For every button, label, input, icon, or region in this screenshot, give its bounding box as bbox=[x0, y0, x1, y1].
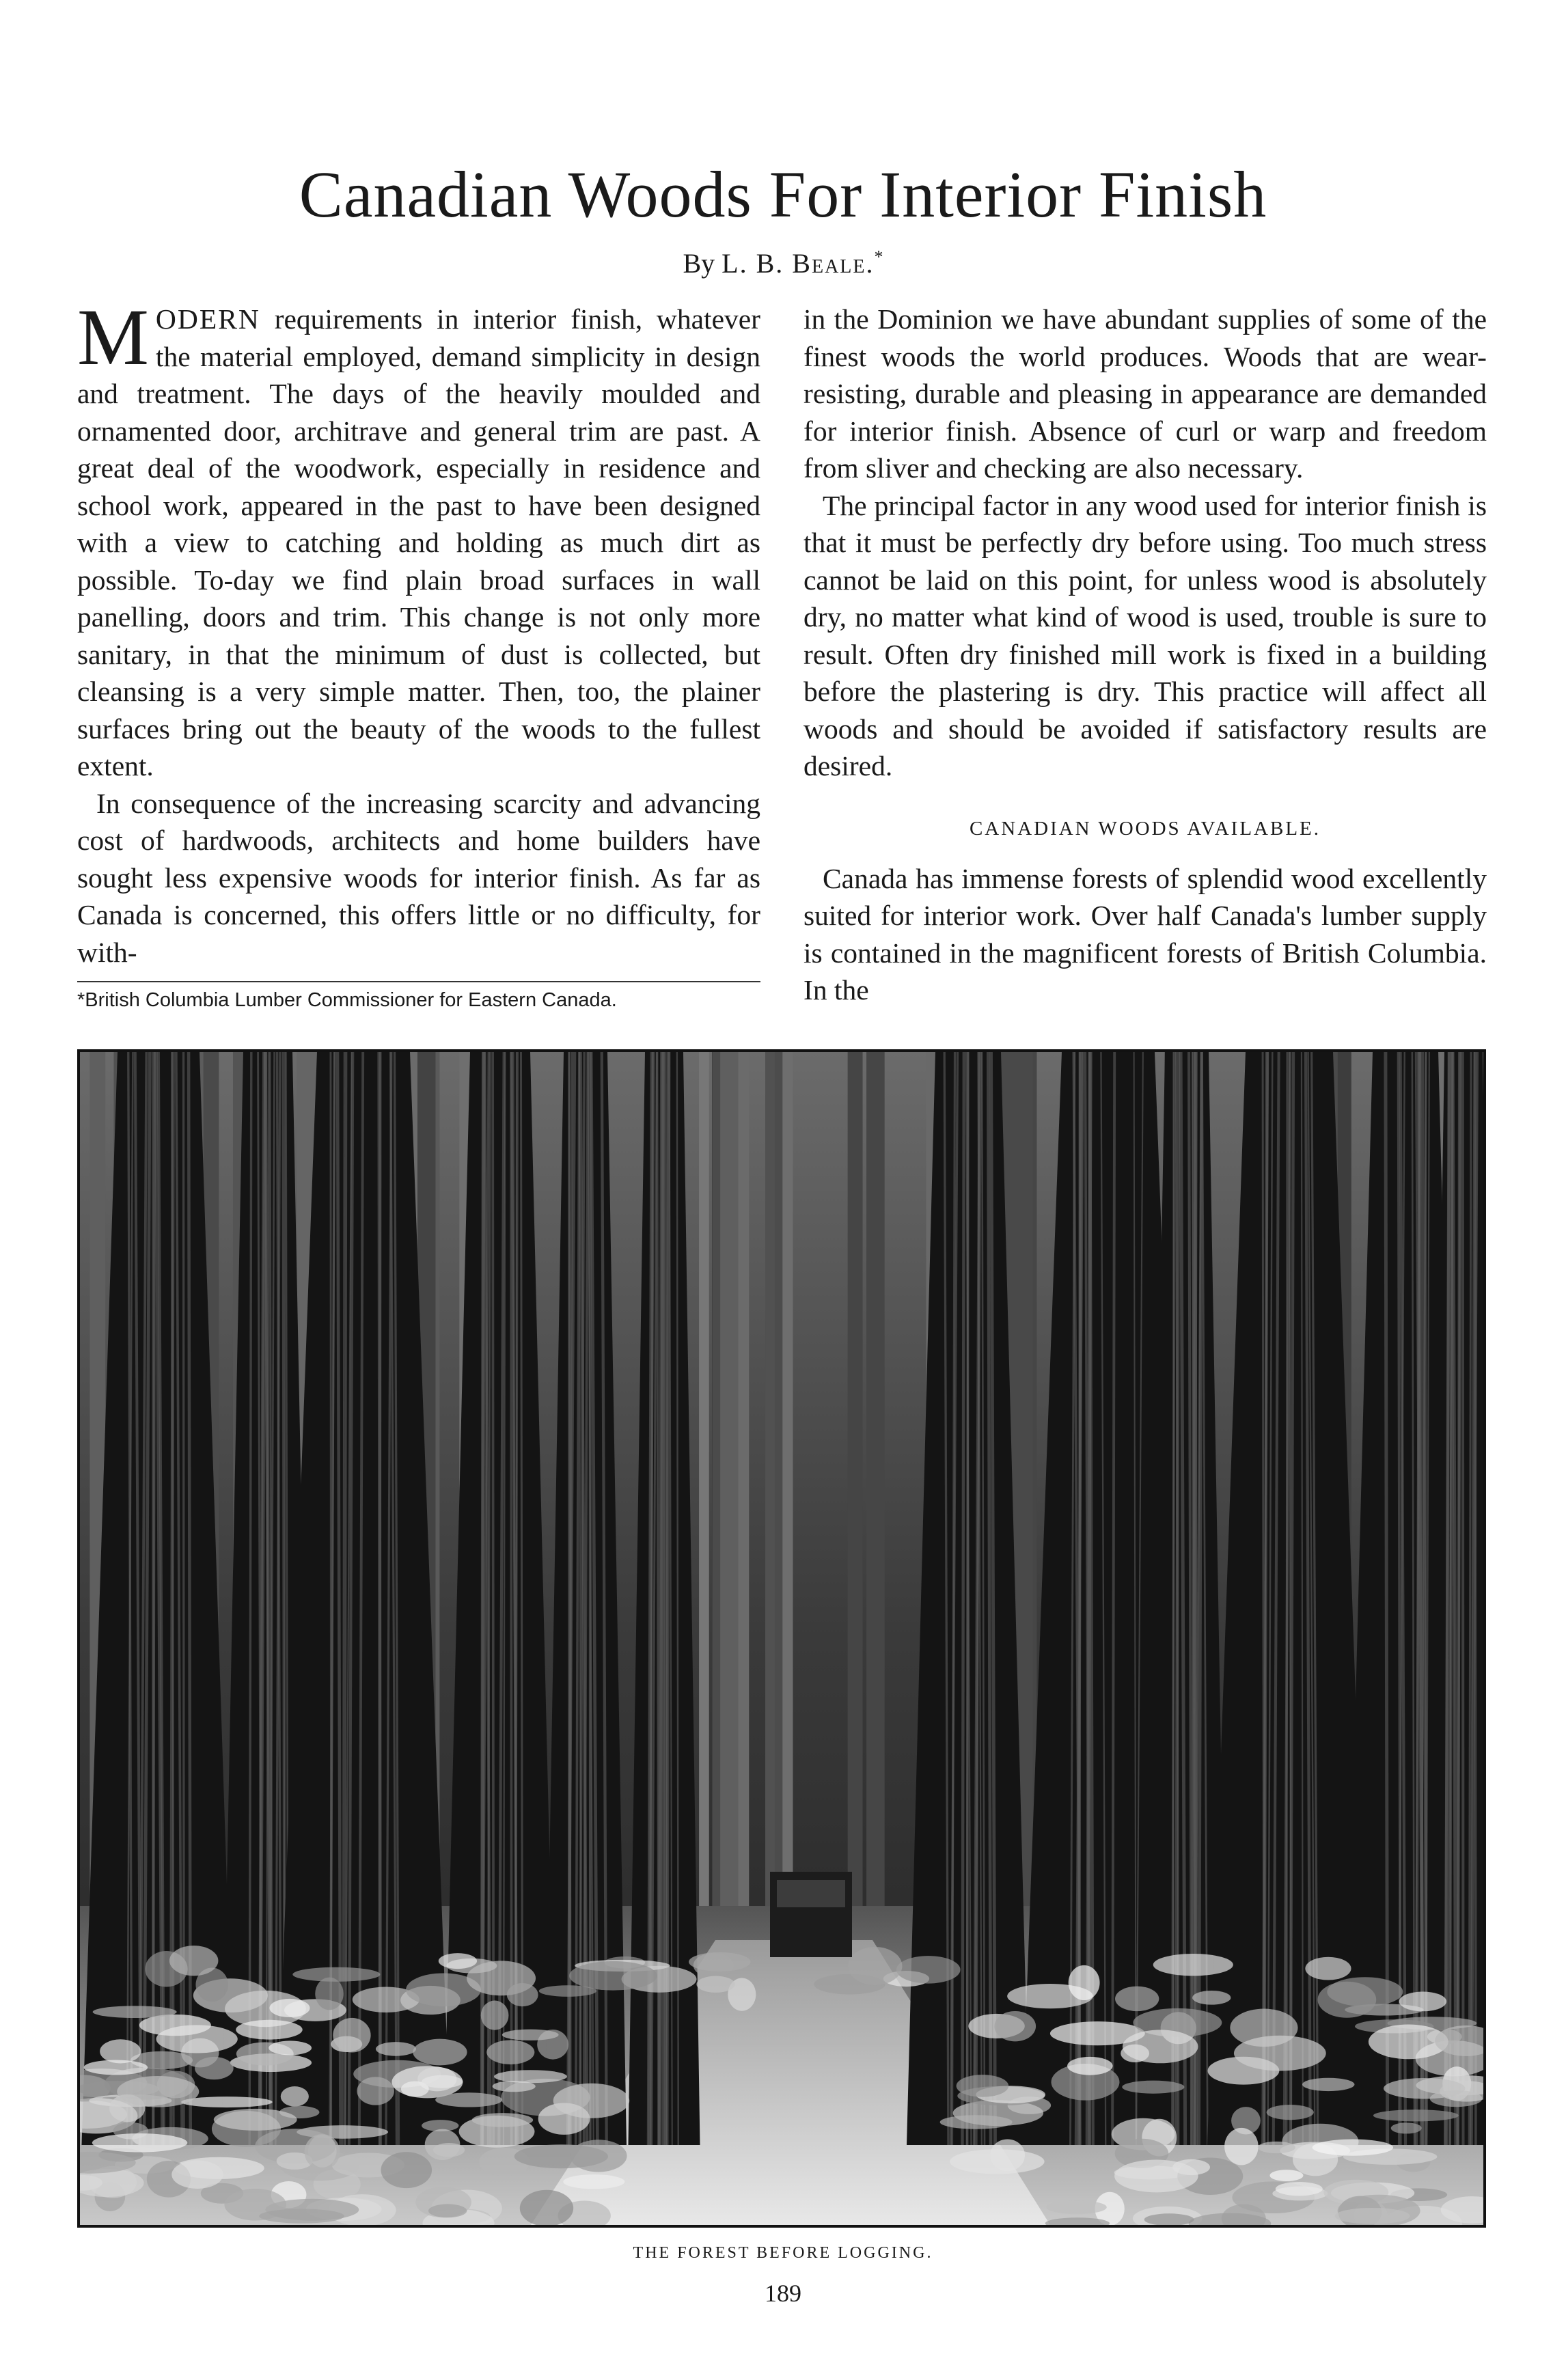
photo-caption: THE FOREST BEFORE LOGGING. bbox=[633, 2244, 933, 2262]
byline-author: L. B. Beale. bbox=[722, 248, 875, 279]
footnote: *British Columbia Lumber Commissioner for Eastern Canada. bbox=[77, 989, 617, 1011]
fern-undergrowth bbox=[1305, 1957, 1351, 1980]
fern-undergrowth bbox=[950, 2149, 1044, 2174]
section-subheading: CANADIAN WOODS AVAILABLE. bbox=[969, 817, 1321, 840]
background-tree-trunk bbox=[738, 1052, 749, 1954]
background-tree-trunk bbox=[765, 1052, 775, 1954]
fern-undergrowth bbox=[502, 2030, 559, 2040]
bark-texture-line bbox=[379, 1052, 381, 2145]
fern-undergrowth bbox=[305, 2134, 340, 2170]
paragraph-2-start bbox=[77, 785, 760, 971]
fern-undergrowth bbox=[848, 1947, 902, 1985]
fern-undergrowth bbox=[435, 2092, 502, 2107]
fern-undergrowth bbox=[494, 2070, 567, 2083]
fern-undergrowth bbox=[1269, 2170, 1303, 2181]
fern-undergrowth bbox=[1258, 2142, 1295, 2153]
fern-undergrowth bbox=[994, 2011, 1036, 2041]
bark-texture-line bbox=[1263, 1052, 1264, 2145]
fern-undergrowth bbox=[1391, 2122, 1422, 2133]
fern-undergrowth bbox=[563, 2174, 624, 2189]
fern-undergrowth bbox=[1069, 1965, 1100, 2000]
fern-undergrowth bbox=[1122, 2081, 1184, 2094]
bark-texture-line bbox=[962, 1052, 963, 2145]
fern-undergrowth bbox=[486, 2040, 534, 2064]
fern-undergrowth bbox=[520, 2190, 573, 2225]
paragraph-2-right-part: in the Dominion we have abundant supplies of some of the finest woods the world produces. Woods that are wear-resisting, durable and pleasing in appearance are demanded for interior finish. Absence of curl or warp and freedom from sliver and checking are also necessary. bbox=[803, 303, 1487, 484]
fern-undergrowth bbox=[1153, 1954, 1233, 1976]
fern-undergrowth bbox=[1373, 2109, 1459, 2121]
fern-undergrowth bbox=[1067, 2057, 1113, 2075]
fern-undergrowth bbox=[315, 1978, 344, 2010]
fern-undergrowth bbox=[689, 1952, 750, 1971]
fern-undergrowth bbox=[957, 2075, 1009, 2097]
bark-texture-line bbox=[1450, 1052, 1451, 2145]
fern-undergrowth bbox=[1399, 1991, 1446, 2011]
fern-undergrowth bbox=[1335, 2208, 1410, 2224]
fern-undergrowth bbox=[292, 1967, 380, 1982]
byline-prefix: By bbox=[683, 248, 722, 279]
paragraph-1-text: requirements in interior finish, whatever the material employed, demand simplicity in design and treatment. The days of the heavily moulded and ornamented door, architrave and general trim are past. A great deal of the woodwork, especially in residence and school work, appeared in the past to have been designed with a view to catching and holding as much dirt as possible. To-day we find plain broad surfaces in wall panelling, doors and trim. This change is not only more sanitary, in that the minimum of dust is collected, but cleansing is a very simple matter. Then, too, the plainer surfaces bring out the beauty of the woods to the fullest extent. bbox=[77, 303, 760, 781]
fern-undergrowth bbox=[214, 2109, 297, 2131]
right-column bbox=[803, 301, 1487, 1009]
fern-undergrowth bbox=[1313, 2140, 1393, 2156]
fern-undergrowth bbox=[413, 2039, 467, 2066]
paragraph-2-left-part: In consequence of the increasing scarcity and advancing cost of hardwoods, architects and home builders have sought less expensive woods for interior finish. As far as Canada is concerned, this offers little or no difficulty, for with- bbox=[77, 787, 760, 968]
fern-undergrowth bbox=[100, 2039, 141, 2063]
fern-undergrowth bbox=[433, 2143, 465, 2157]
fern-undergrowth bbox=[1115, 1987, 1159, 2011]
fern-undergrowth bbox=[507, 1983, 538, 2006]
fern-undergrowth bbox=[281, 2086, 309, 2107]
paragraph-1 bbox=[77, 292, 760, 785]
fern-undergrowth bbox=[422, 2075, 463, 2088]
fern-undergrowth bbox=[569, 1961, 657, 1991]
bark-texture-line bbox=[1463, 1052, 1464, 2145]
fern-undergrowth bbox=[1302, 2078, 1354, 2091]
fern-undergrowth bbox=[696, 1976, 734, 1993]
fern-undergrowth bbox=[92, 2133, 187, 2152]
fern-undergrowth bbox=[333, 2018, 370, 2053]
fern-undergrowth bbox=[472, 2113, 533, 2127]
fern-undergrowth bbox=[84, 2060, 148, 2075]
fern-undergrowth bbox=[1046, 2200, 1106, 2214]
fern-undergrowth bbox=[1234, 2036, 1326, 2071]
footnote-marker: * bbox=[874, 247, 883, 267]
fern-undergrowth bbox=[269, 1999, 310, 2017]
fern-undergrowth bbox=[93, 2006, 177, 2018]
fern-undergrowth bbox=[896, 1956, 961, 1983]
background-tree-trunk bbox=[848, 1052, 863, 1954]
fern-undergrowth bbox=[940, 2115, 1013, 2129]
fern-undergrowth bbox=[1123, 2030, 1198, 2063]
fern-undergrowth bbox=[428, 2204, 467, 2217]
fern-undergrowth bbox=[570, 2140, 627, 2172]
fern-undergrowth bbox=[376, 2042, 416, 2056]
forest-photograph bbox=[77, 1049, 1486, 2228]
fern-undergrowth bbox=[1317, 1982, 1376, 2018]
footnote-rule bbox=[77, 981, 760, 982]
byline bbox=[0, 247, 1566, 280]
fern-undergrowth bbox=[439, 1953, 477, 1969]
background-tree-trunk bbox=[866, 1052, 885, 1954]
lead-caps: ODERN bbox=[155, 303, 260, 335]
paragraph-4: Canada has immense forests of splendid wood excellently suited for interior work. Over half Canada's lumber supply is contained in the magnificent forests of British Columbia. In the bbox=[803, 862, 1487, 1006]
left-column bbox=[77, 292, 760, 1011]
fern-undergrowth bbox=[269, 2040, 312, 2055]
fern-undergrowth bbox=[1114, 2160, 1198, 2193]
fern-undergrowth bbox=[259, 2209, 344, 2223]
fern-undergrowth bbox=[1192, 1991, 1231, 2005]
forest-illustration bbox=[80, 1052, 1483, 2225]
bark-texture-line bbox=[1458, 1052, 1459, 2145]
fern-undergrowth bbox=[481, 2001, 509, 2030]
fern-undergrowth bbox=[1267, 2105, 1314, 2120]
background-tree-trunk bbox=[699, 1052, 709, 1954]
article-title: Canadian Woods For Interior Finish bbox=[299, 158, 1267, 231]
paragraph-3: The principal factor in any wood used for interior finish is that it must be perfectly dry before using. Too much stress cannot be laid on this point, for unless wood is absolutely dry, no matter what kind of wood is used, trouble is sure to result. Often dry finished mill work is fixed in a building before the plastering is dry. This practice will affect all woods and should be avoided if satisfactory results are desired. bbox=[803, 489, 1487, 781]
fern-undergrowth bbox=[171, 2161, 223, 2189]
fern-undergrowth bbox=[156, 2025, 238, 2053]
fern-undergrowth bbox=[169, 1946, 218, 1976]
fern-undergrowth bbox=[117, 2076, 199, 2107]
drop-cap: M bbox=[77, 292, 149, 382]
paragraph-2-continued bbox=[803, 301, 1487, 487]
bark-texture-line bbox=[189, 1052, 191, 2145]
fern-undergrowth bbox=[553, 2084, 630, 2118]
fern-undergrowth bbox=[357, 2077, 394, 2105]
fern-undergrowth bbox=[1384, 2078, 1465, 2099]
fern-undergrowth bbox=[236, 2020, 303, 2040]
fern-undergrowth bbox=[1224, 2128, 1259, 2165]
fern-undergrowth bbox=[195, 2057, 234, 2079]
bark-texture-line bbox=[967, 1052, 968, 2145]
fern-undergrowth bbox=[1276, 2182, 1323, 2196]
fern-undergrowth bbox=[381, 2152, 432, 2188]
page-number: 189 bbox=[765, 2280, 801, 2307]
